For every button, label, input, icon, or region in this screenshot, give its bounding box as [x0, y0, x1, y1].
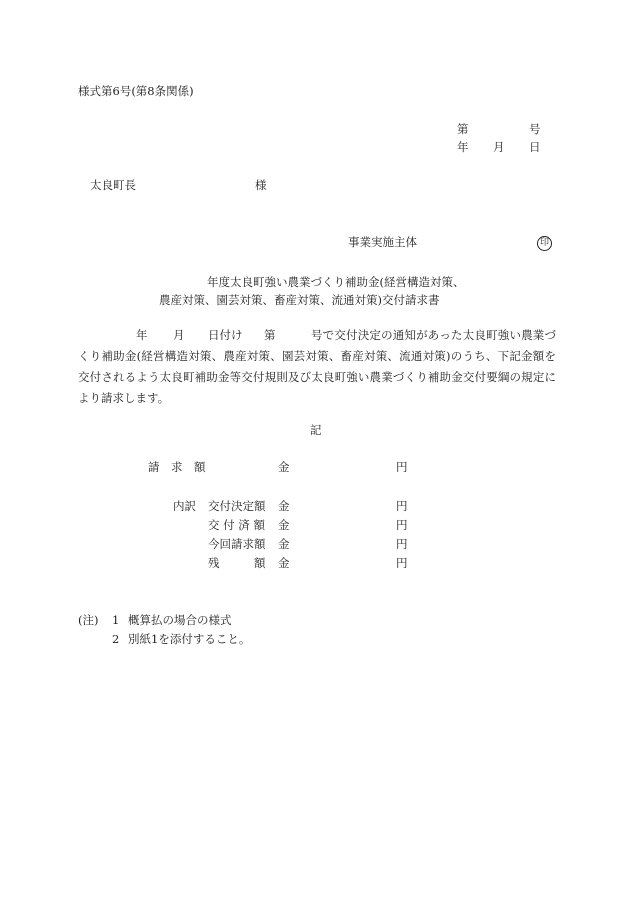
form-number: 様式第6号(第8条関係) [78, 84, 194, 98]
header-year: 年 [457, 140, 469, 154]
header-dai: 第 [457, 122, 469, 136]
breakdown-row-yen: 円 [396, 537, 408, 551]
breakdown-row-yen: 円 [396, 518, 408, 532]
breakdown-row-label: 残 額 [208, 556, 266, 570]
note-text: 概算払の場合の様式 [128, 613, 232, 627]
header-go: 号 [529, 122, 541, 136]
title-line2: 農産対策、園芸対策、畜産対策、流通対策)交付請求書 [159, 293, 440, 307]
notes-label: (注) [78, 613, 99, 627]
body-hizuke: 日付け [208, 328, 243, 342]
breakdown-row-kin: 金 [278, 556, 290, 570]
breakdown-row-label: 交付決定額 [208, 499, 266, 513]
body-paragraph: 号で交付決定の通知があった太良町強い農業づくり補助金(経営構造対策、農産対策、園芸対策、畜産対策、流通対策)のうち、下記金額を交付されるよう太良町補助金等交付規則及び太良町強い農業づくり補助金交付要綱の規定により請求します。 [78, 328, 556, 405]
breakdown-row-kin: 金 [278, 518, 290, 532]
addressee-name: 太良町長 [90, 178, 136, 192]
body-dai: 第 [264, 328, 276, 342]
addressee-sama: 様 [255, 178, 267, 192]
title-line1: 年度太良町強い農業づくり補助金(経営構造対策、 [207, 275, 465, 289]
body-month: 月 [173, 328, 185, 342]
request-yen: 円 [396, 460, 408, 474]
request-label: 請 求 額 [148, 460, 206, 474]
seal-mark: 印 [537, 236, 552, 251]
applicant-label: 事業実施主体 [348, 235, 417, 249]
ki-heading: 記 [310, 423, 322, 437]
note-number: 2 [112, 632, 120, 646]
note-text: 別紙1を添付すること。 [128, 632, 251, 646]
request-kin: 金 [278, 460, 290, 474]
breakdown-row-yen: 円 [396, 499, 408, 513]
breakdown-row-label: 今回請求額 [208, 537, 266, 551]
note-number: 1 [112, 613, 120, 627]
breakdown-uchiwake: 内訳 [173, 499, 196, 513]
breakdown-row-kin: 金 [278, 537, 290, 551]
body-year: 年 [136, 328, 148, 342]
header-month: 月 [493, 140, 505, 154]
breakdown-row-kin: 金 [278, 499, 290, 513]
breakdown-row-yen: 円 [396, 556, 408, 570]
header-day: 日 [529, 140, 541, 154]
breakdown-row-label: 交 付 済 額 [208, 518, 265, 532]
